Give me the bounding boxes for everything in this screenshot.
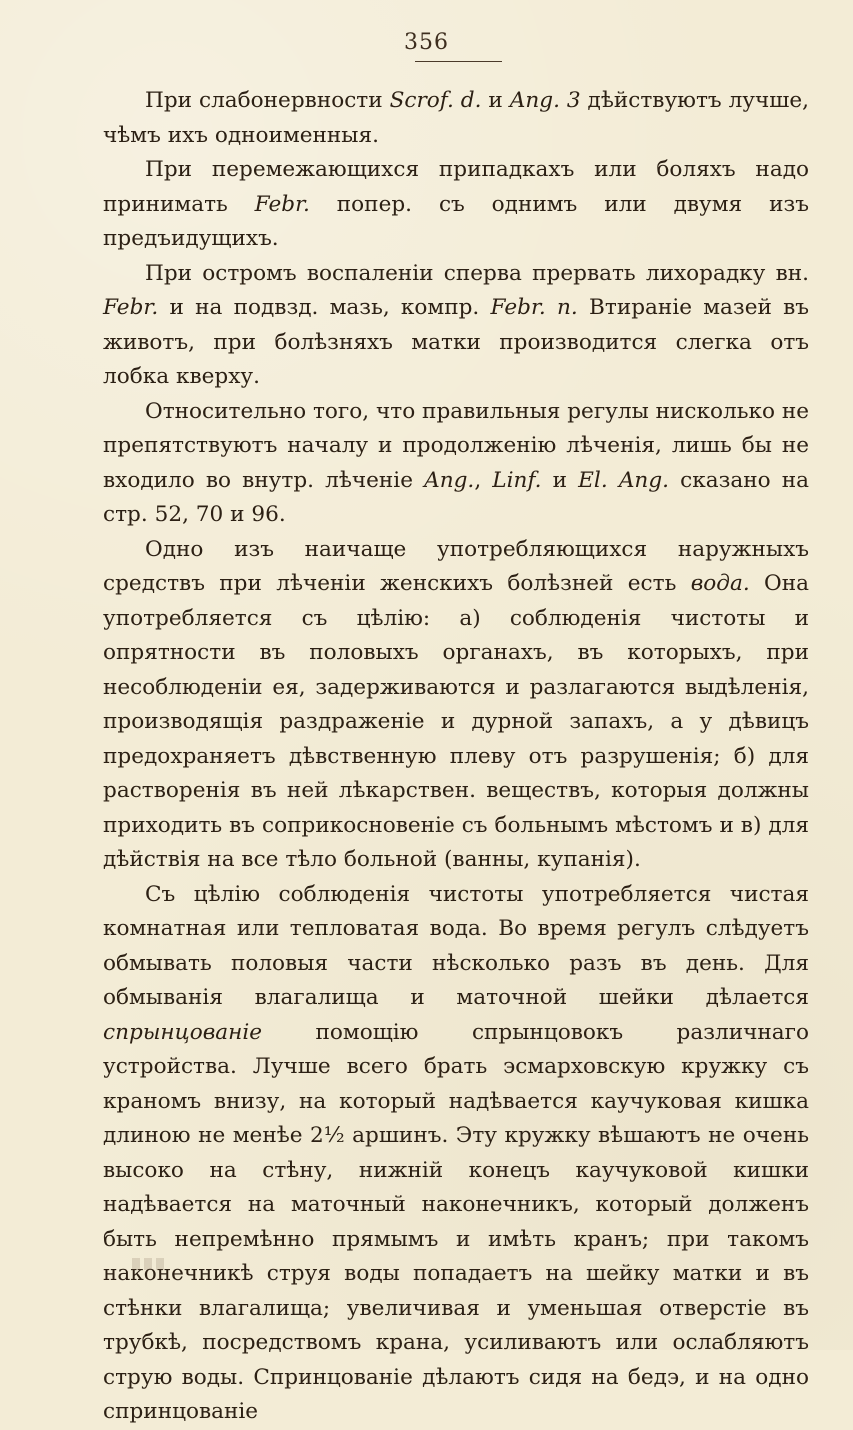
text-segment-italic: El. Ang. bbox=[578, 467, 670, 493]
text-segment-italic: спрынцованіе bbox=[103, 1019, 263, 1045]
text-segment: Втираніе мазей въ животъ, при болѣзняхъ матки производится слегка отъ лобка кверху. bbox=[103, 295, 809, 389]
text-segment: помощію спрынцовокъ различнаго устройства. Лучше всего брать эсмарховскую кружку съ краномъ внизу, на который надѣвается каучуковая кишка длиною не менѣе 2½ аршинъ. Эту кружку вѣшаютъ не очень высоко на стѣну, нижній конецъ каучуковой кишки надѣвается на маточный наконечникъ, который долженъ быть непремѣнно прямымъ и имѣть кранъ; при такомъ наконечникѣ струя воды попадаетъ на шейку матки и въ стѣнки влагалища; увеличивая и уменьшая отверстіе въ трубкѣ, посредствомъ крана, усиливаютъ или ослабляютъ струю воды. Спринцованіе дѣлаютъ сидя на бедэ, и на одно спринцованіе bbox=[103, 1019, 809, 1424]
paragraph bbox=[103, 395, 809, 533]
text-segment: дѣйствуютъ лучше, чѣмъ ихъ одноименныя. bbox=[103, 88, 809, 148]
text-segment-italic: вода. bbox=[690, 571, 750, 596]
paragraph bbox=[103, 84, 809, 153]
header-rule bbox=[415, 61, 502, 62]
text-segment: Относительно того, что правильныя регулы нисколько не препятствуютъ началу и продолженію лѣченія, лишь бы не входило во внутр. лѣченіе bbox=[103, 398, 810, 493]
text-segment: и bbox=[541, 467, 579, 493]
text-segment-italic: Febr. n. bbox=[490, 295, 578, 320]
text-segment: Одно изъ наичаще употребляющихся наружныхъ средствъ при лѣченіи женскихъ болѣзней есть bbox=[103, 536, 809, 596]
text-segment-italic: Ang. 3 bbox=[509, 88, 581, 113]
text-segment: При перемежающихся припадкахъ или боляхъ надо принимать bbox=[103, 157, 809, 217]
text-segment: При остромъ воспаленіи сперва прервать лихорадку вн. bbox=[145, 260, 809, 286]
text-segment: , bbox=[474, 467, 493, 493]
text-segment: и bbox=[481, 88, 510, 113]
faded-mark bbox=[132, 1256, 192, 1272]
page-number: 356 bbox=[404, 30, 449, 55]
text-segment: сказано на стр. 52, 70 и 96. bbox=[103, 467, 810, 527]
body-text bbox=[103, 84, 809, 1430]
text-segment: и на подвзд. мазь, компр. bbox=[158, 295, 491, 320]
text-segment-italic: Linf. bbox=[492, 467, 542, 493]
paragraph bbox=[103, 878, 809, 1430]
text-segment: попер. съ однимъ или двумя изъ предъидущихъ. bbox=[103, 191, 809, 251]
paragraph bbox=[103, 533, 809, 878]
paragraph bbox=[103, 153, 809, 257]
text-segment-italic: Scrof. d. bbox=[389, 88, 482, 113]
text-segment-italic: Febr. bbox=[103, 295, 159, 320]
text-segment: Она употребляется съ цѣлію: а) соблюденія чистоты и опрятности въ половыхъ органахъ, въ которыхъ, при несоблюденіи ея, задерживаются и разлагаются выдѣленія, производящія раздраженіе и дурной запахъ, а у дѣвицъ предохраняетъ дѣвственную плеву отъ разрушенія; б) для растворенія въ ней лѣкарствен. веществъ, которыя должны приходить въ соприкосновеніе съ больнымъ мѣстомъ и в) для дѣйствія на все тѣло больной (ванны, купанія). bbox=[103, 571, 810, 872]
text-segment: При слабонервности bbox=[145, 88, 390, 113]
paragraph bbox=[103, 257, 809, 395]
text-segment: Съ цѣлію соблюденія чистоты употребляется чистая комнатная или тепловатая вода. Во время регулъ слѣдуетъ обмывать половыя части нѣсколько разъ въ день. Для обмыванія влагалища и маточной шейки дѣлается bbox=[103, 881, 809, 1010]
text-segment-italic: Ang. bbox=[424, 467, 475, 493]
text-segment-italic: Febr. bbox=[254, 191, 310, 217]
